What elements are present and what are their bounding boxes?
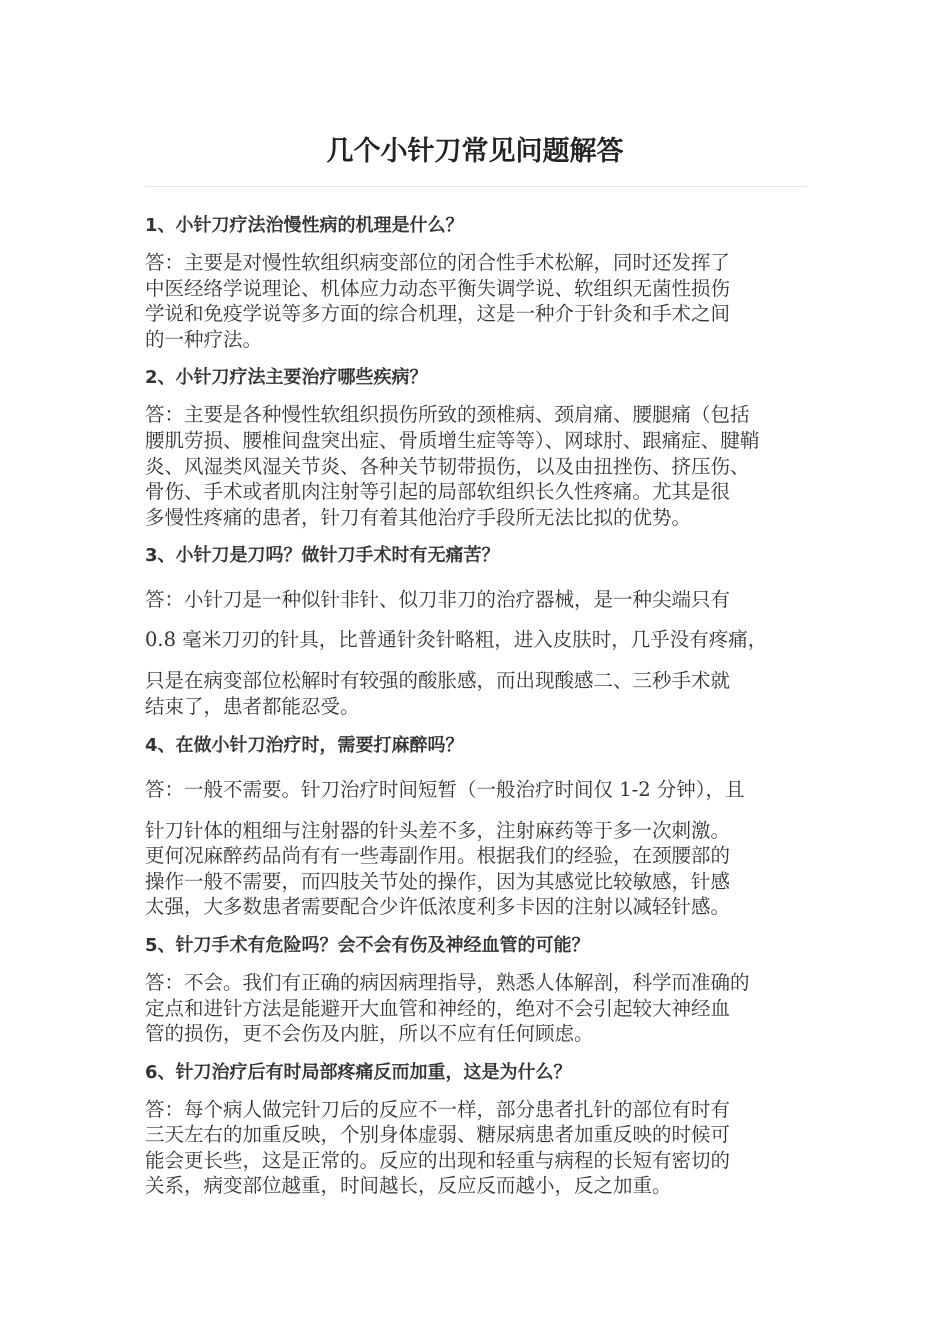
answer-line: 操作一般不需要，而四肢关节处的操作，因为其感觉比较敏感，针感 — [145, 869, 731, 893]
qa-item-6 — [145, 1058, 809, 1199]
answer-line: 只是在病变部位松解时有较强的酸胀感，而出现酸感二、三秒手术就 — [145, 669, 731, 693]
answer-line: 能会更长些，这是正常的。反应的出现和轻重与病程的长短有密切的 — [145, 1148, 731, 1172]
answer-3 — [145, 580, 809, 719]
answer-line: 答：小针刀是一种似针非针、似刀非刀的治疗器械，是一种尖端只有 — [145, 588, 731, 612]
answer-4 — [145, 770, 809, 920]
answer-line: 答：主要是对慢性软组织病变部位的闭合性手术松解，同时还发挥了 — [145, 251, 731, 274]
answer-line: 关系，病变部位越重，时间越长，反应反而越小，反之加重。 — [145, 1174, 672, 1198]
answer-line: 中医经络学说理论、机体应力动态平衡失调学说、软组织无菌性损伤 — [145, 276, 731, 300]
question-1: 1、小针刀疗法治慢性病的机理是什么？ — [145, 215, 464, 236]
answer-line: 定点和进针方法是能避开大血管和神经的，绝对不会引起较大神经血 — [145, 996, 731, 1020]
question-6: 6、针刀治疗后有时局部疼痛反而加重，这是为什么？ — [145, 1061, 572, 1083]
answer-line: 骨伤、手术或者肌肉注射等引起的局部软组织长久性疼痛。尤其是很 — [145, 480, 731, 504]
answer-1 — [145, 250, 809, 352]
answer-line: 腰肌劳损、腰椎间盘突出症、骨质增生症等等）、网球肘、跟痛症、腱鞘 — [145, 428, 760, 452]
question-2: 2、小针刀疗法主要治疗哪些疾病？ — [145, 367, 428, 389]
answer-line: 多慢性疼痛的患者，针刀有着其他治疗手段所无法比拟的优势。 — [145, 505, 692, 529]
page-title: 几个小针刀常见问题解答 — [326, 136, 624, 167]
qa-item-1 — [145, 211, 809, 352]
qa-item-5 — [145, 931, 809, 1047]
qa-item-2 — [145, 363, 809, 530]
qa-item-3 — [145, 541, 809, 719]
answer-line: 答：每个病人做完针刀后的反应不一样，部分患者扎针的部位有时有 — [145, 1097, 731, 1121]
answer-2 — [145, 402, 809, 530]
question-5: 5、针刀手术有危险吗？会不会有伤及神经血管的可能？ — [145, 934, 590, 956]
question-4: 4、在做小针刀治疗时，需要打麻醉吗？ — [145, 734, 464, 756]
question-3: 3、小针刀是刀吗？做针刀手术时有无痛苦？ — [145, 545, 500, 567]
answer-5 — [145, 970, 809, 1047]
answer-line: 答：主要是各种慢性软组织损伤所致的颈椎病、颈肩痛、腰腿痛（包括 — [145, 403, 750, 427]
answer-line: 三天左右的加重反映，个别身体虚弱、糖尿病患者加重反映的时候可 — [145, 1123, 731, 1147]
title-divider — [145, 186, 807, 187]
answer-6 — [145, 1097, 809, 1199]
answer-line: 答：一般不需要。针刀治疗时间短暂（一般治疗时间仅 1-2 分钟），且 — [145, 777, 745, 801]
answer-line: 炎、风湿类风湿关节炎、各种关节韧带损伤，以及由扭挫伤、挤压伤、 — [145, 454, 750, 478]
qa-list — [145, 211, 809, 1210]
answer-line: 管的损伤，更不会伤及内脏，所以不应有任何顾虑。 — [145, 1022, 594, 1046]
answer-line: 答：不会。我们有正确的病因病理指导，熟悉人体解剖，科学而准确的 — [145, 970, 750, 994]
answer-line: 针刀针体的粗细与注射器的针头差不多，注射麻药等于多一次刺激。 — [145, 818, 731, 842]
answer-line: 太强，大多数患者需要配合少许低浓度利多卡因的注射以减轻针感。 — [145, 895, 731, 919]
answer-line: 结束了，患者都能忍受。 — [145, 694, 360, 718]
answer-line: 学说和免疫学说等多方面的综合机理，这是一种介于针灸和手术之间 — [145, 302, 731, 326]
qa-item-4 — [145, 731, 809, 920]
answer-line: 更何况麻醉药品尚有有一些毒副作用。根据我们的经验，在颈腰部的 — [145, 844, 731, 868]
answer-line: 0.8 毫米刀刃的针具，比普通针灸针略粗，进入皮肤时，几乎没有疼痛， — [145, 628, 768, 652]
answer-line: 的一种疗法。 — [145, 327, 263, 351]
